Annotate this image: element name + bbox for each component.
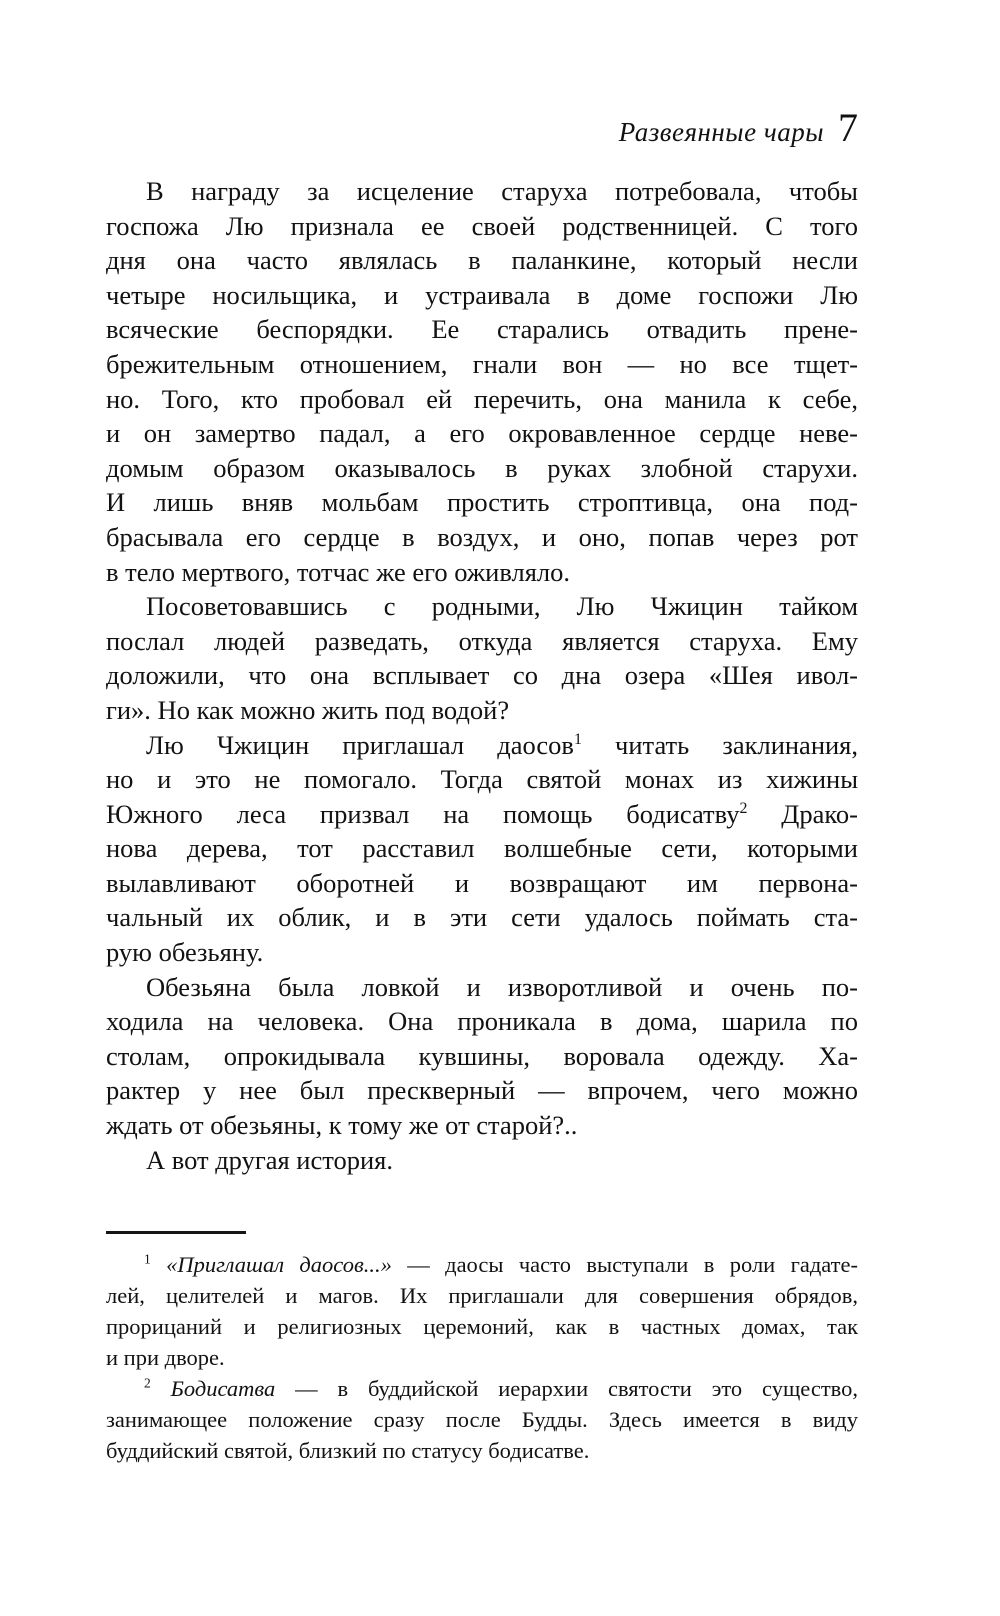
text-run: Южного леса призвал на помощь бодисатву [106, 798, 740, 829]
footnote-separator [106, 1231, 246, 1234]
body-paragraph [106, 970, 858, 1143]
text-line [106, 485, 858, 520]
text-run: — даосы часто выступали в роли гадате- [391, 1252, 858, 1278]
footnotes-section [106, 1249, 858, 1466]
text-line [106, 1404, 858, 1435]
text-line [106, 278, 858, 313]
text-run: ждать от обезьяны, к тому же от старой?.. [106, 1110, 578, 1141]
page-number: 7 [838, 105, 858, 150]
text-run: и он замертво падал, а его окровавленное сердце неве- [106, 418, 858, 449]
text-run: прорицаний и религиозных церемоний, как в частных домах, так [106, 1314, 858, 1340]
text-line [106, 382, 858, 417]
text-run: Обезьяна была ловкой и изворотливой и очень по- [146, 971, 858, 1002]
italic-text: Бодисатва [150, 1376, 276, 1402]
text-line [106, 970, 858, 1005]
text-run: рактер у нее был прескверный — впрочем, чего можно [106, 1075, 858, 1106]
body-paragraph [106, 728, 858, 970]
text-line [106, 1004, 858, 1039]
text-run: В награду за исцеление старуха потребовала, чтобы [146, 176, 858, 206]
text-run: но. Того, кто пробовал ей перечить, она манила к себе, [106, 383, 858, 414]
text-line [106, 451, 858, 486]
text-run: домым образом оказывалось в руках злобной старухи. [106, 452, 858, 483]
body-text [106, 174, 858, 1177]
text-run: — в буддийской иерархии святости это существо, [275, 1376, 858, 1402]
text-run: И лишь вняв мольбам простить строптивца, она под- [106, 487, 858, 518]
text-line [106, 1249, 858, 1280]
text-run: всяческие беспорядки. Ее старались отвадить прене- [106, 314, 858, 345]
text-line [106, 797, 858, 832]
text-line [106, 1280, 858, 1311]
text-run: и при дворе. [106, 1345, 225, 1371]
text-run: Лю Чжицин приглашал даосов [146, 729, 574, 760]
text-line [106, 589, 858, 624]
text-run: послал людей разведать, откуда является старуха. Ему [106, 625, 858, 656]
text-line [106, 693, 858, 728]
text-line [106, 243, 858, 278]
text-run: вылавливают оборотней и возвращают им первона- [106, 867, 858, 898]
text-line [106, 866, 858, 901]
text-line [106, 209, 858, 244]
text-run: госпожа Лю признала ее своей родственницей. С того [106, 210, 858, 241]
text-run: в тело мертвого, тотчас же его оживляло. [106, 556, 571, 587]
text-run: Драко- [747, 798, 858, 829]
text-run: дня она часто являлась в паланкине, который несли [106, 245, 858, 276]
text-run: но и это не помогало. Тогда святой монах из хижины [106, 764, 858, 795]
text-line [106, 1073, 858, 1108]
text-run: чальный их облик, и в эти сети удалось поймать ста- [106, 902, 858, 933]
text-run: доложили, что она всплывает со дна озера «Шея ивол- [106, 660, 858, 691]
body-paragraph [106, 1143, 858, 1178]
text-line [106, 1108, 858, 1143]
text-line [106, 416, 858, 451]
footnote-marker: 1 [144, 1251, 151, 1267]
text-run: ги». Но как можно жить под водой? [106, 694, 510, 725]
text-line [106, 1373, 858, 1404]
text-run: четыре носильщика, и устраивала в доме госпожи Лю [106, 279, 858, 310]
text-run: нова дерева, тот расставил волшебные сети, которыми [106, 833, 858, 864]
text-line [106, 1039, 858, 1074]
text-run: лей, целителей и магов. Их приглашали для совершения обрядов, [106, 1283, 858, 1309]
footnote-marker: 2 [144, 1375, 151, 1391]
text-line [106, 900, 858, 935]
text-run: столам, опрокидывала кувшины, воровала одежду. Ха- [106, 1040, 858, 1071]
text-line [106, 728, 858, 763]
text-run: рую обезьяну. [106, 937, 264, 968]
body-paragraph [106, 589, 858, 727]
text-run: занимающее положение сразу после Будды. Здесь имеется в виду [106, 1407, 858, 1433]
footnote-marker: 1 [573, 730, 582, 748]
text-run: Посоветовавшись с родными, Лю Чжицин тайком [146, 591, 858, 622]
running-title: Развеянные чары [618, 117, 824, 147]
text-line [106, 762, 858, 797]
italic-text: «Приглашал даосов...» [150, 1252, 392, 1278]
footnote-marker: 2 [739, 799, 748, 817]
text-line [106, 935, 858, 970]
text-run: буддийский святой, близкий по статусу бодисатве. [106, 1438, 590, 1464]
footnote [106, 1249, 858, 1373]
text-run: ходила на человека. Она проникала в дома, шарила по [106, 1006, 858, 1037]
text-line [106, 658, 858, 693]
running-header [106, 104, 858, 150]
text-line [106, 520, 858, 555]
footnote [106, 1373, 858, 1466]
text-run: брасывала его сердце в воздух, и оно, попав через рот [106, 521, 858, 552]
text-line [106, 312, 858, 347]
text-line [106, 1342, 858, 1373]
text-line [106, 1311, 858, 1342]
text-run: читать заклинания, [581, 729, 858, 760]
text-line [106, 347, 858, 382]
text-line [106, 174, 858, 209]
text-line [106, 1435, 858, 1466]
text-line [106, 624, 858, 659]
text-run: брежительным отношением, гнали вон — но все тщет- [106, 348, 858, 379]
text-line [106, 555, 858, 590]
body-paragraph [106, 174, 858, 589]
text-line [106, 1143, 858, 1178]
text-line [106, 831, 858, 866]
text-run: А вот другая история. [146, 1144, 393, 1175]
